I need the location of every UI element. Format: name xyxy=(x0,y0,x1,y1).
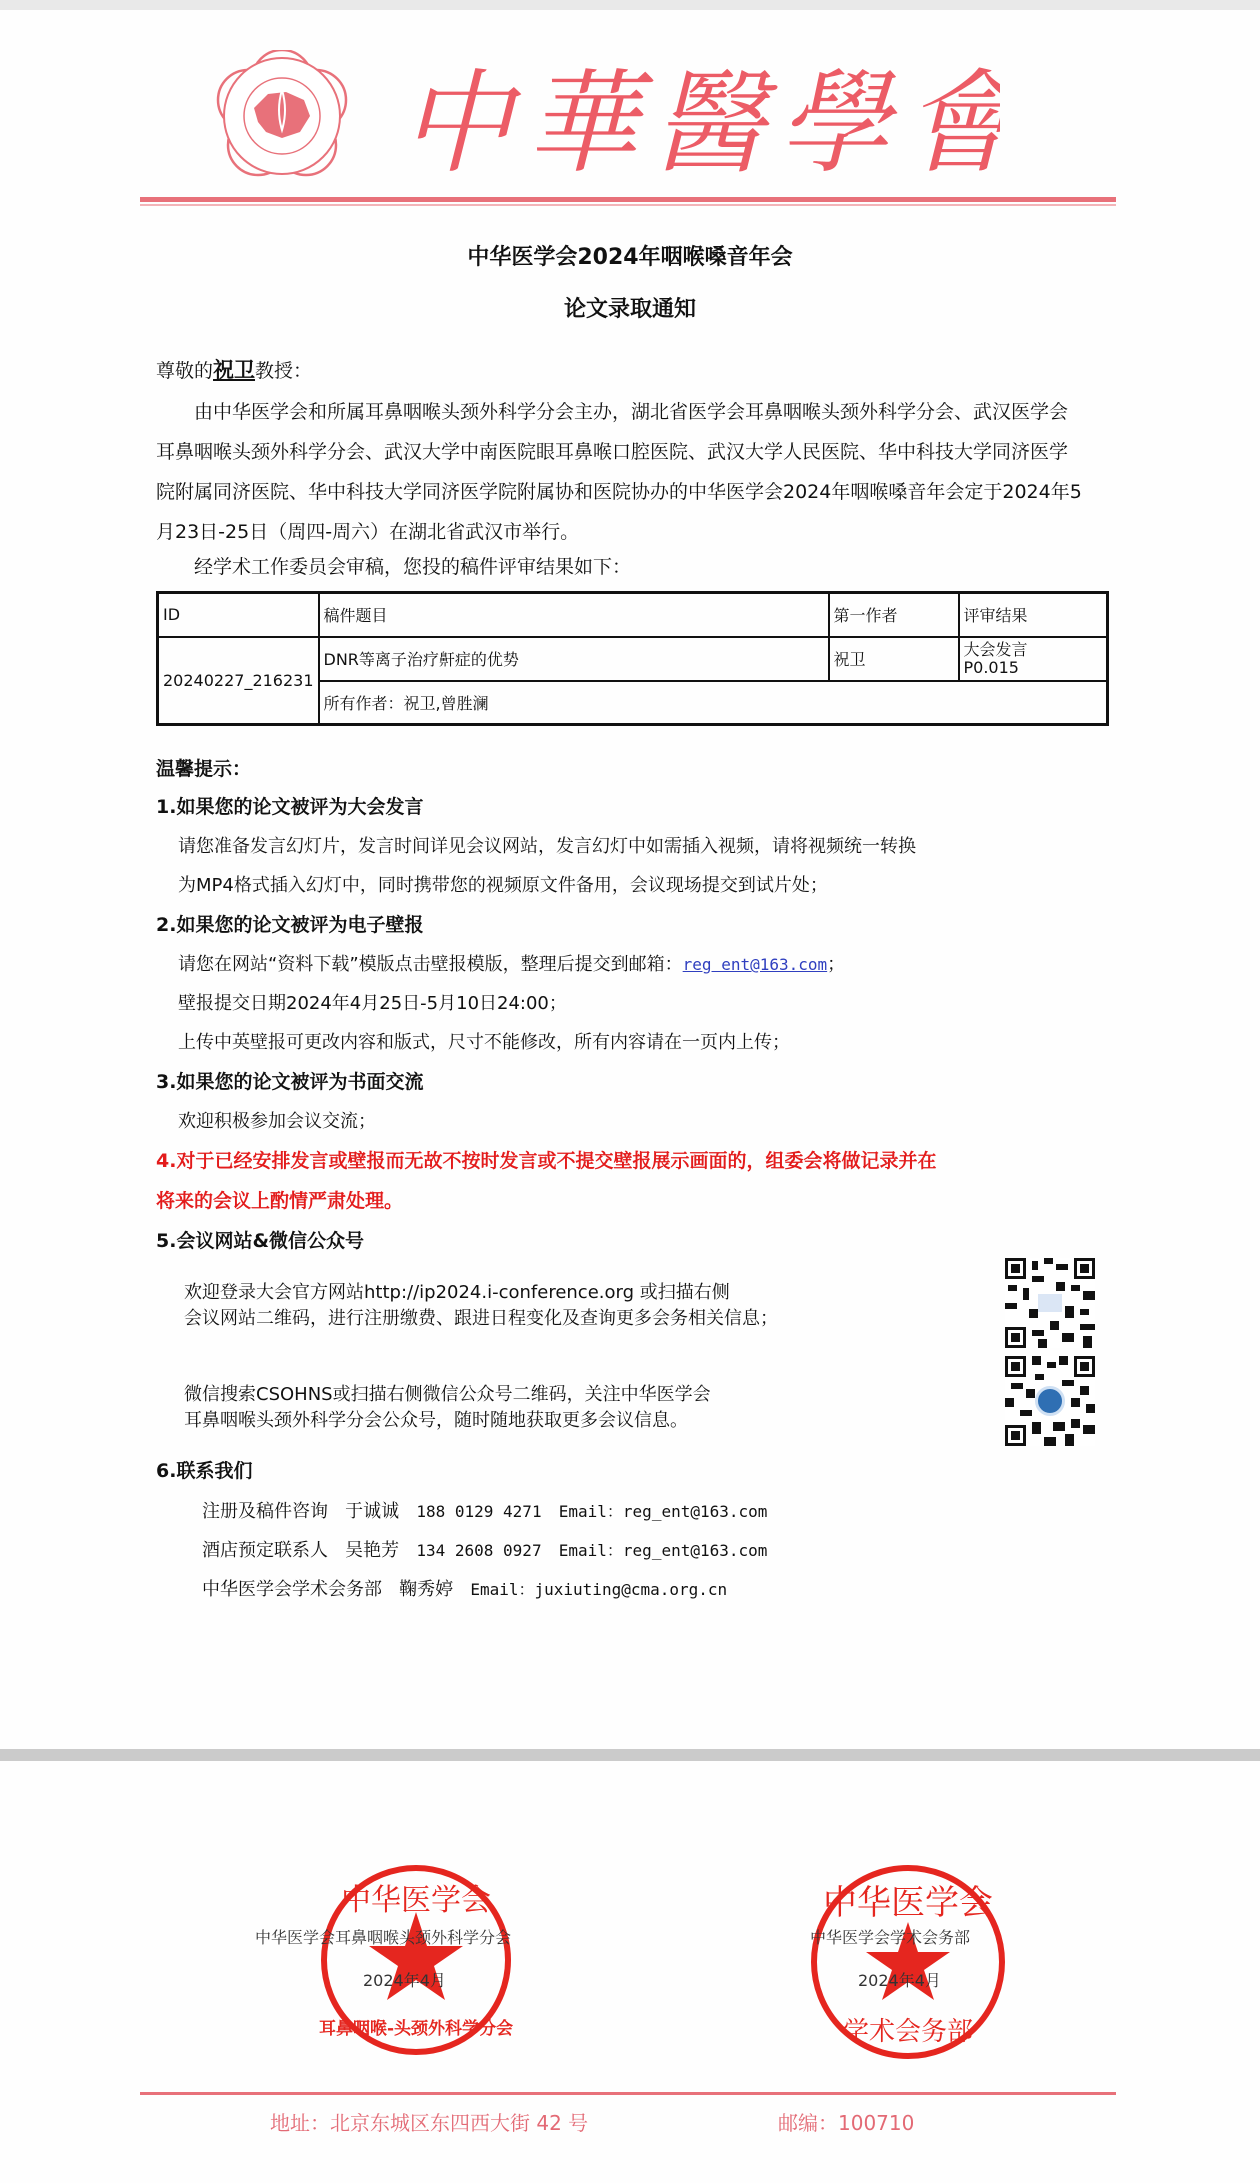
wechat-line1: 微信搜索CSOHNS或扫描右侧微信公众号二维码，关注中华医学会 xyxy=(184,1384,711,1405)
review-result-table xyxy=(156,591,1109,726)
tip2-line2: 壁报提交日期2024年4月25日-5月10日24:00； xyxy=(178,993,567,1014)
table-row xyxy=(158,637,1108,681)
tip5-heading: 5.会议网站&微信公众号 xyxy=(156,1230,365,1252)
tip3-heading: 3.如果您的论文被评为书面交流 xyxy=(156,1071,424,1093)
signature-date-1: 2024年4月 xyxy=(363,1971,446,1990)
website-line2: 会议网站二维码，进行注册缴费、跟进日程变化及查询更多会务相关信息； xyxy=(184,1308,778,1329)
contact-role: 酒店预定联系人 xyxy=(202,1540,328,1561)
result-code: P0.015 xyxy=(963,657,1019,677)
cell-title: DNR等离子治疗鼾症的优势 xyxy=(319,637,829,681)
header-rule xyxy=(140,197,1116,202)
contact-name: 吴艳芳 xyxy=(345,1540,400,1561)
cell-first-author: 祝卫 xyxy=(829,637,959,681)
tip2-line3: 上传中英壁报可更改内容和版式，尺寸不能修改，所有内容请在一页内上传； xyxy=(178,1032,790,1053)
header-result: 评审结果 xyxy=(959,593,1108,637)
signature-org-1: 中华医学会耳鼻咽喉头颈外科学分会 xyxy=(255,1928,512,1947)
greeting-suffix: 教授： xyxy=(255,360,313,382)
cma-emblem-logo xyxy=(216,50,348,182)
contact-phone: 134 2608 0927 xyxy=(416,1541,542,1560)
tip6-heading: 6.联系我们 xyxy=(156,1460,253,1482)
signature-org-2: 中华医学会学术会务部 xyxy=(810,1928,971,1947)
notice-title: 论文录取通知 xyxy=(563,297,696,322)
conference-title: 中华医学会2024年咽喉嗓音年会 xyxy=(467,245,793,270)
footer-postcode: 邮编：100710 xyxy=(778,2111,915,2135)
tip1-line1: 请您准备发言幻灯片，发言时间详见会议网站，发言幻灯中如需插入视频，请将视频统一转换 xyxy=(178,836,916,857)
tip1-heading: 1.如果您的论文被评为大会发言 xyxy=(156,796,424,818)
header-id: ID xyxy=(158,593,319,637)
contact-email[interactable]: Email：reg_ent@163.com xyxy=(558,1502,768,1521)
contact-name: 鞠秀婷 xyxy=(399,1579,454,1600)
header-first-author: 第一作者 xyxy=(829,593,959,637)
contact-role: 中华医学会学术会务部 xyxy=(202,1579,382,1600)
contact-row xyxy=(202,1575,727,1601)
contact-role: 注册及稿件咨询 xyxy=(202,1501,328,1522)
org-calligraphy-logo xyxy=(400,52,1000,192)
contact-email[interactable]: Email：juxiuting@cma.org.cn xyxy=(470,1580,728,1599)
contact-email[interactable]: Email：reg_ent@163.com xyxy=(558,1541,768,1560)
tip1-line2: 为MP4格式插入幻灯中，同时携带您的视频原文件备用，会议现场提交到试片处； xyxy=(178,875,828,896)
cell-id: 20240227_216231 xyxy=(158,637,319,725)
table-header-row xyxy=(158,593,1108,637)
seal-academic-affairs xyxy=(808,1862,1008,2062)
cell-result xyxy=(959,637,1108,681)
tip2-line1-prefix: 请您在网站“资料下载”模版点击壁报模版，整理后提交到邮箱： xyxy=(178,954,683,975)
seal-top-text: 中华医学会 xyxy=(823,1883,993,1923)
page-break-band xyxy=(0,1749,1260,1761)
seal-bottom-text: 学术会务部 xyxy=(842,2017,974,2047)
seal-ent-society xyxy=(318,1862,514,2058)
tips-heading: 温馨提示： xyxy=(156,758,252,780)
tip2-line1-suffix: ； xyxy=(827,954,846,975)
review-line: 经学术工作委员会审稿，您投的稿件评审结果如下： xyxy=(194,556,632,578)
result-type: 大会发言 xyxy=(963,639,1028,659)
website-line1: 欢迎登录大会官方网站http://ip2024.i-conference.org 或扫描右侧 xyxy=(184,1282,730,1303)
header-rule-thin xyxy=(140,204,1116,206)
footer-address: 地址：北京东城区东四西大街 42 号 xyxy=(270,2111,589,2135)
tip4-warning-line1: 4.对于已经安排发言或壁报而无故不按时发言或不提交壁报展示画面的，组委会将做记录并在 xyxy=(156,1150,937,1172)
tip2-line1 xyxy=(178,950,845,976)
greeting-prefix: 尊敬的 xyxy=(156,360,214,382)
wechat-qr-code[interactable] xyxy=(1005,1356,1095,1446)
signature-date-2: 2024年4月 xyxy=(858,1971,941,1990)
seal-top-text: 中华医学会 xyxy=(341,1883,491,1918)
contact-name: 于诚诚 xyxy=(345,1501,400,1522)
footer-rule xyxy=(140,2092,1116,2095)
tip3-line1: 欢迎积极参加会议交流； xyxy=(178,1111,376,1132)
contact-row xyxy=(202,1497,767,1523)
tip4-warning-line2: 将来的会议上酌情严肃处理。 xyxy=(156,1190,404,1212)
intro-paragraph: 由中华医学会和所属耳鼻咽喉头颈外科学分会主办，湖北省医学会耳鼻咽喉头颈外科学分会、武汉医学会耳鼻咽喉头颈外科学分会、武汉大学中南医院眼耳鼻喉口腔医院、武汉大学人民医院、华中科技大学同济医学院附属同济医院、华中科技大学同济医学院附属协和医院协办的中华医学会2024年咽喉嗓音年会定于2024年5月23日-25日（周四-周六）在湖北省武汉市举行。 xyxy=(156,401,1082,543)
contact-phone: 188 0129 4271 xyxy=(416,1502,542,1521)
seal-bottom-text: 耳鼻咽喉-头颈外科学分会 xyxy=(318,2019,514,2039)
recipient-name: 祝卫 xyxy=(213,358,256,382)
svg-text:中華醫學會: 中華醫學會 xyxy=(400,59,1000,189)
contact-row xyxy=(202,1536,767,1562)
header-title: 稿件题目 xyxy=(319,593,829,637)
tip2-heading: 2.如果您的论文被评为电子壁报 xyxy=(156,914,424,936)
greeting xyxy=(156,354,312,384)
website-qr-code[interactable] xyxy=(1005,1258,1095,1348)
cell-all-authors: 所有作者：祝卫,曾胜澜 xyxy=(319,681,1108,725)
poster-email-link[interactable]: reg ent@163.com xyxy=(682,955,828,974)
wechat-line2: 耳鼻咽喉头颈外科学分会公众号，随时随地获取更多会议信息。 xyxy=(184,1410,688,1431)
top-bar xyxy=(0,0,1260,10)
